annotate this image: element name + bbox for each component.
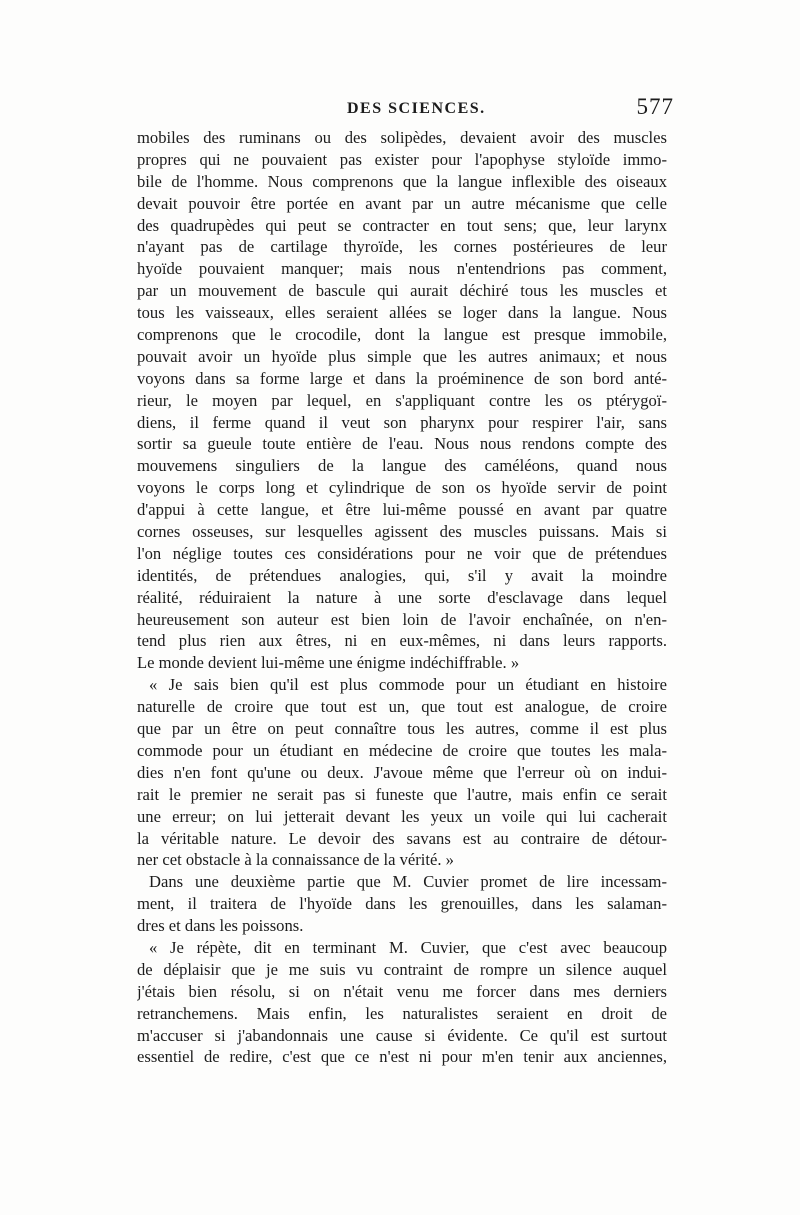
text-line: mouvemens singuliers de la langue des caméléons, quand nous <box>137 456 667 476</box>
text-line: naturelle de croire que tout est un, que tout est analogue, de croire <box>137 697 667 717</box>
paragraph-end-line: Le monde devient lui-même une énigme indéchiffrable. » <box>137 653 520 673</box>
text-line: identités, de prétendues analogies, qui, s'il y avait la moindre <box>137 565 667 585</box>
paragraph-start-line: « Je sais bien qu'il est plus commode pour un étudiant en histoire <box>149 675 667 695</box>
text-line: l'on néglige toutes ces considérations pour ne voir que de prétendues <box>137 543 667 563</box>
text-line: ment, il traitera de l'hyoïde dans les grenouilles, dans les salaman- <box>137 894 667 914</box>
text-line: la véritable nature. Le devoir des savans est au contraire de détour- <box>137 828 667 848</box>
body-text <box>137 127 667 1068</box>
text-line: n'ayant pas de cartilage thyroïde, les cornes postérieures de leur <box>137 237 667 257</box>
text-line: pouvait avoir un hyoïde plus simple que les autres animaux; et nous <box>137 346 667 366</box>
text-line: d'appui à cette langue, et être lui-même poussé en avant par quatre <box>137 500 667 520</box>
text-line: réalité, réduiraient la nature à une sorte d'esclavage dans lequel <box>137 587 667 607</box>
text-line: des quadrupèdes qui peut se contracter en tout sens; que, leur larynx <box>137 215 667 235</box>
text-line: hyoïde pouvaient manquer; mais nous n'entendrions pas comment, <box>137 259 667 279</box>
text-line: heureusement son auteur est bien loin de l'avoir enchaînée, on n'en- <box>137 609 667 629</box>
text-line: tous les vaisseaux, elles seraient allées se loger dans la langue. Nous <box>137 303 667 323</box>
text-line: sortir sa gueule toute entière de l'eau. Nous nous rendons compte des <box>137 434 667 454</box>
paragraph-end-line: ner cet obstacle à la connaissance de la vérité. » <box>137 850 454 870</box>
text-line: propres qui ne pouvaient pas exister pour l'apophyse styloïde immo- <box>137 149 667 169</box>
paragraph-start-line: Dans une deuxième partie que M. Cuvier promet de lire incessam- <box>149 872 667 892</box>
text-line: une erreur; on lui jetterait devant les yeux un voile qui lui cacherait <box>137 806 667 826</box>
running-head: DES SCIENCES. <box>347 100 486 117</box>
text-line: voyons dans sa forme large et dans la proéminence de son bord anté- <box>137 368 667 388</box>
text-line: bile de l'homme. Nous comprenons que la langue inflexible des oiseaux <box>137 171 667 191</box>
text-line: mobiles des ruminans ou des solipèdes, devaient avoir des muscles <box>137 128 667 147</box>
text-line: rieur, le moyen par lequel, en s'appliquant contre les os ptérygoï- <box>137 390 667 410</box>
text-line: essentiel de redire, c'est que ce n'est ni pour m'en tenir aux anciennes, <box>137 1047 667 1067</box>
text-line: tend plus rien aux êtres, ni en eux-mêmes, ni dans leurs rapports. <box>137 631 667 651</box>
paragraph-start-line: « Je répète, dit en terminant M. Cuvier, que c'est avec beaucoup <box>149 937 667 957</box>
page-number: 577 <box>636 94 674 119</box>
text-line: diens, il ferme quand il veut son pharynx pour respirer l'air, sans <box>137 412 667 432</box>
text-line: j'étais bien résolu, si on n'était venu me forcer dans mes derniers <box>137 981 667 1001</box>
text-line: dies n'en font qu'une ou deux. J'avoue même que l'erreur où on indui- <box>137 762 667 782</box>
text-line: comprenons que le crocodile, dont la langue est presque immobile, <box>137 325 667 345</box>
text-line: de déplaisir que je me suis vu contraint de rompre un silence auquel <box>137 959 667 979</box>
text-line: commode pour un étudiant en médecine de croire que toutes les mala- <box>137 740 667 760</box>
text-line: rait le premier ne serait pas si funeste que l'autre, mais enfin ce serait <box>137 784 667 804</box>
text-line: cornes osseuses, sur lesquelles agissent des muscles puissans. Mais si <box>137 522 667 542</box>
text-line: retranchemens. Mais enfin, les naturalistes seraient en droit de <box>137 1003 667 1023</box>
text-line: que par un être on peut connaître tous les autres, comme il est plus <box>137 719 667 739</box>
page-header <box>137 96 674 126</box>
text-line: m'accuser si j'abandonnais une cause si évidente. Ce qu'il est surtout <box>137 1025 667 1045</box>
text-line: devait pouvoir être portée en avant par un autre mécanisme que celle <box>137 193 667 213</box>
text-line: voyons le corps long et cylindrique de son os hyoïde servir de point <box>137 478 667 498</box>
paragraph-end-line: dres et dans les poissons. <box>137 916 304 936</box>
text-line: par un mouvement de bascule qui aurait déchiré tous les muscles et <box>137 281 667 301</box>
